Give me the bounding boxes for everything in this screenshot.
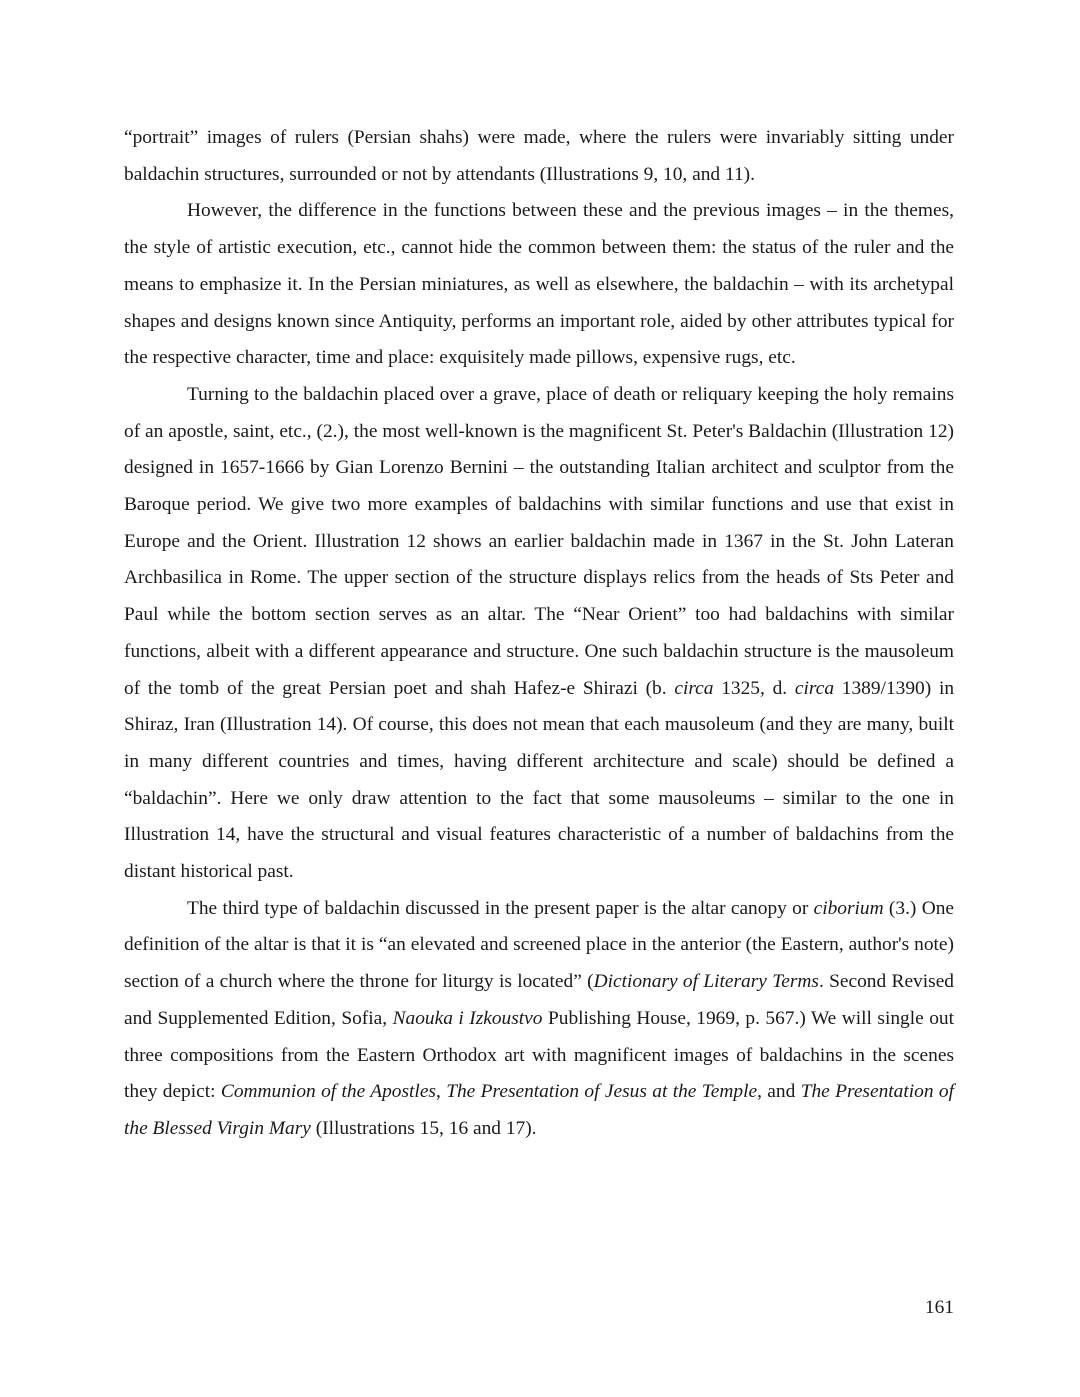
dictionary-title-italic: Dictionary of Literary Terms (593, 971, 819, 993)
paragraph-4-text-f: , and (757, 1081, 801, 1103)
paragraph-4-text-g: (Illustrations 15, 16 and 17). (310, 1117, 537, 1139)
paragraph-3-text-a: Turning to the baldachin placed over a grave, place of death or reliquary keeping the holy remains of an apostle, saint, etc., (2.), the most well-known is the magnificent St. Peter's Baldachin (Illustration 12) designed in 1657-1666 by Gian Lorenzo Bernini – the outstanding Italian architect and sculptor from the Baroque period. We give two more examples of baldachins with similar functions and use that exist in Europe and the Orient. Illustration 12 shows an earlier baldachin made in 1367 in the St. John Lateran Archbasilica in Rome. The upper section of the structure displays relics from the heads of Sts Peter and Paul while the bottom section serves as an altar. The “Near Orient” too had baldachins with similar functions, albeit with a different appearance and structure. One such baldachin structure is the mausoleum of the tomb of the great Persian poet and shah Hafez-e Shirazi (b. (124, 383, 954, 699)
artwork-title-3: The Presentation of the Blessed Virgin Mary (124, 1081, 954, 1139)
paragraph-4-text-b: (3.) One definition of the altar is that it is “an elevated and screened place in the anterior (the Eastern, author's note) section of a church where the throne for liturgy is located” ( (124, 897, 954, 993)
page-number: 161 (924, 1297, 954, 1318)
paragraph-3-text-c: 1389/1390) in Shiraz, Iran (Illustration 14). Of course, this does not mean that each mausoleum (and they are many, built in many different countries and times, having different architecture and scale) should be defined a “baldachin”. Here we only draw attention to the fact that some mausoleums – similar to the one in Illustration 14, have the structural and visual features characteristic of a number of baldachins from the distant historical past. (124, 677, 955, 883)
circa-italic-2: circa (794, 677, 835, 699)
artwork-title-1: Communion of the Apostles (220, 1081, 436, 1103)
circa-italic-1: circa (674, 677, 714, 699)
paragraph-3-text-b: 1325, d. (713, 677, 795, 699)
paragraph-1: “portrait” images of rulers (Persian shahs) were made, where the rulers were invariably sitting under baldachin structures, surrounded or not by attendants (Illustrations 9, 10, and 11). (124, 127, 954, 185)
paragraph-4-text-d: Publishing House, 1969, p. 567.) We will single out three compositions from the Eastern Orthodox art with magnificent images of baldachins in the scenes they depict: (124, 1007, 954, 1103)
page-body (124, 120, 954, 1148)
paragraph-2: However, the difference in the functions between these and the previous images – in the themes, the style of artistic execution, etc., cannot hide the common between them: the status of the ruler and the means to emphasize it. In the Persian miniatures, as well as elsewhere, the baldachin – with its archetypal shapes and designs known since Antiquity, performs an important role, aided by other attributes typical for the respective character, time and place: exquisitely made pillows, expensive rugs, etc. (124, 200, 954, 369)
paragraph-4-text-e: , (435, 1081, 447, 1103)
paragraph-4-text-a: The third type of baldachin discussed in the present paper is the altar canopy or (187, 897, 814, 919)
paragraph-4-text-c: . Second Revised and Supplemented Edition, Sofia, (124, 971, 954, 1029)
ciborium-italic: ciborium (813, 897, 884, 919)
publisher-italic: Naouka i Izkoustvo (392, 1007, 543, 1029)
paragraph-3 (124, 377, 954, 891)
paragraph-4 (124, 891, 954, 1148)
artwork-title-2: The Presentation of Jesus at the Temple (446, 1081, 758, 1103)
